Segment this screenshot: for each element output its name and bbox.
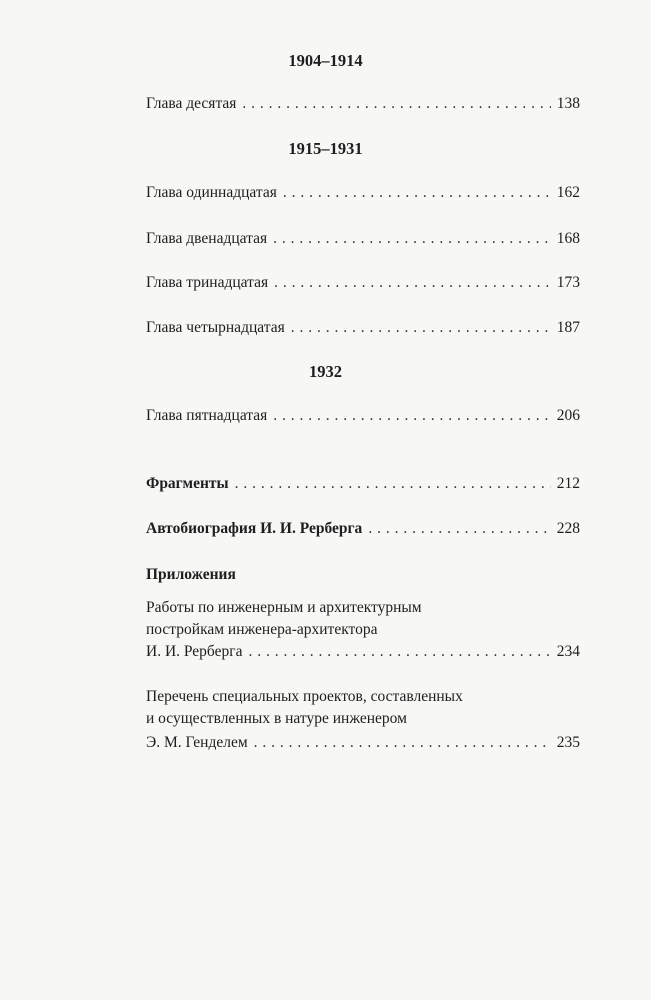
toc-entry-title: Глава двенадцатая — [146, 230, 268, 247]
dot-leader — [273, 228, 551, 250]
dot-leader — [254, 732, 551, 754]
toc-entry-page: 173 — [556, 274, 580, 291]
toc-entry-title: Фрагменты — [146, 475, 229, 492]
dot-leader — [291, 317, 551, 339]
section-heading-1904-1914: 1904–1914 — [288, 51, 363, 70]
toc-entry-appendix-1[interactable] — [146, 641, 580, 663]
toc-entry-chapter-11[interactable] — [146, 182, 580, 204]
appendix-item-2-line-2: и осуществленных в натуре инженером — [146, 710, 407, 727]
appendix-heading: Приложения — [146, 566, 236, 583]
toc-entry-page: 187 — [556, 319, 580, 336]
toc-entry-title: Глава четырнадцатая — [146, 319, 285, 336]
toc-entry-title: И. И. Рерберга — [146, 643, 243, 660]
toc-entry-chapter-15[interactable] — [146, 405, 580, 427]
toc-entry-title: Э. М. Генделем — [146, 734, 248, 751]
toc-entry-title: Глава десятая — [146, 95, 237, 112]
section-heading-1915-1931: 1915–1931 — [288, 139, 363, 158]
appendix-item-1-line-1: Работы по инженерным и архитектурным — [146, 599, 422, 616]
toc-entry-page: 138 — [556, 95, 580, 112]
toc-entry-appendix-2[interactable] — [146, 732, 580, 754]
dot-leader — [235, 473, 551, 495]
toc-entry-chapter-12[interactable] — [146, 228, 580, 250]
dot-leader — [368, 518, 550, 540]
toc-entry-autobiography[interactable] — [146, 518, 580, 540]
toc-entry-title: Автобиография И. И. Рерберга — [146, 520, 363, 537]
toc-entry-title: Глава одиннадцатая — [146, 184, 277, 201]
dot-leader — [248, 641, 550, 663]
toc-entry-title: Глава пятнадцатая — [146, 407, 268, 424]
toc-entry-fragments[interactable] — [146, 473, 580, 495]
section-heading-1932: 1932 — [309, 362, 342, 381]
toc-entry-title: Глава тринадцатая — [146, 274, 269, 291]
toc-entry-chapter-13[interactable] — [146, 272, 580, 294]
appendix-item-2-line-1: Перечень специальных проектов, составленных — [146, 688, 463, 705]
toc-entry-page: 235 — [556, 734, 580, 751]
toc-entry-page: 168 — [556, 230, 580, 247]
toc-entry-chapter-14[interactable] — [146, 317, 580, 339]
toc-entry-chapter-10[interactable] — [146, 93, 580, 115]
appendix-item-1-line-2: постройкам инженера-архитектора — [146, 621, 378, 638]
dot-leader — [242, 93, 550, 115]
toc-entry-page: 228 — [556, 520, 580, 537]
toc-entry-page: 212 — [556, 475, 580, 492]
toc-entry-page: 234 — [556, 643, 580, 660]
toc-entry-page: 206 — [556, 407, 580, 424]
dot-leader — [273, 405, 550, 427]
toc-entry-page: 162 — [556, 184, 580, 201]
dot-leader — [283, 182, 551, 204]
dot-leader — [274, 272, 551, 294]
